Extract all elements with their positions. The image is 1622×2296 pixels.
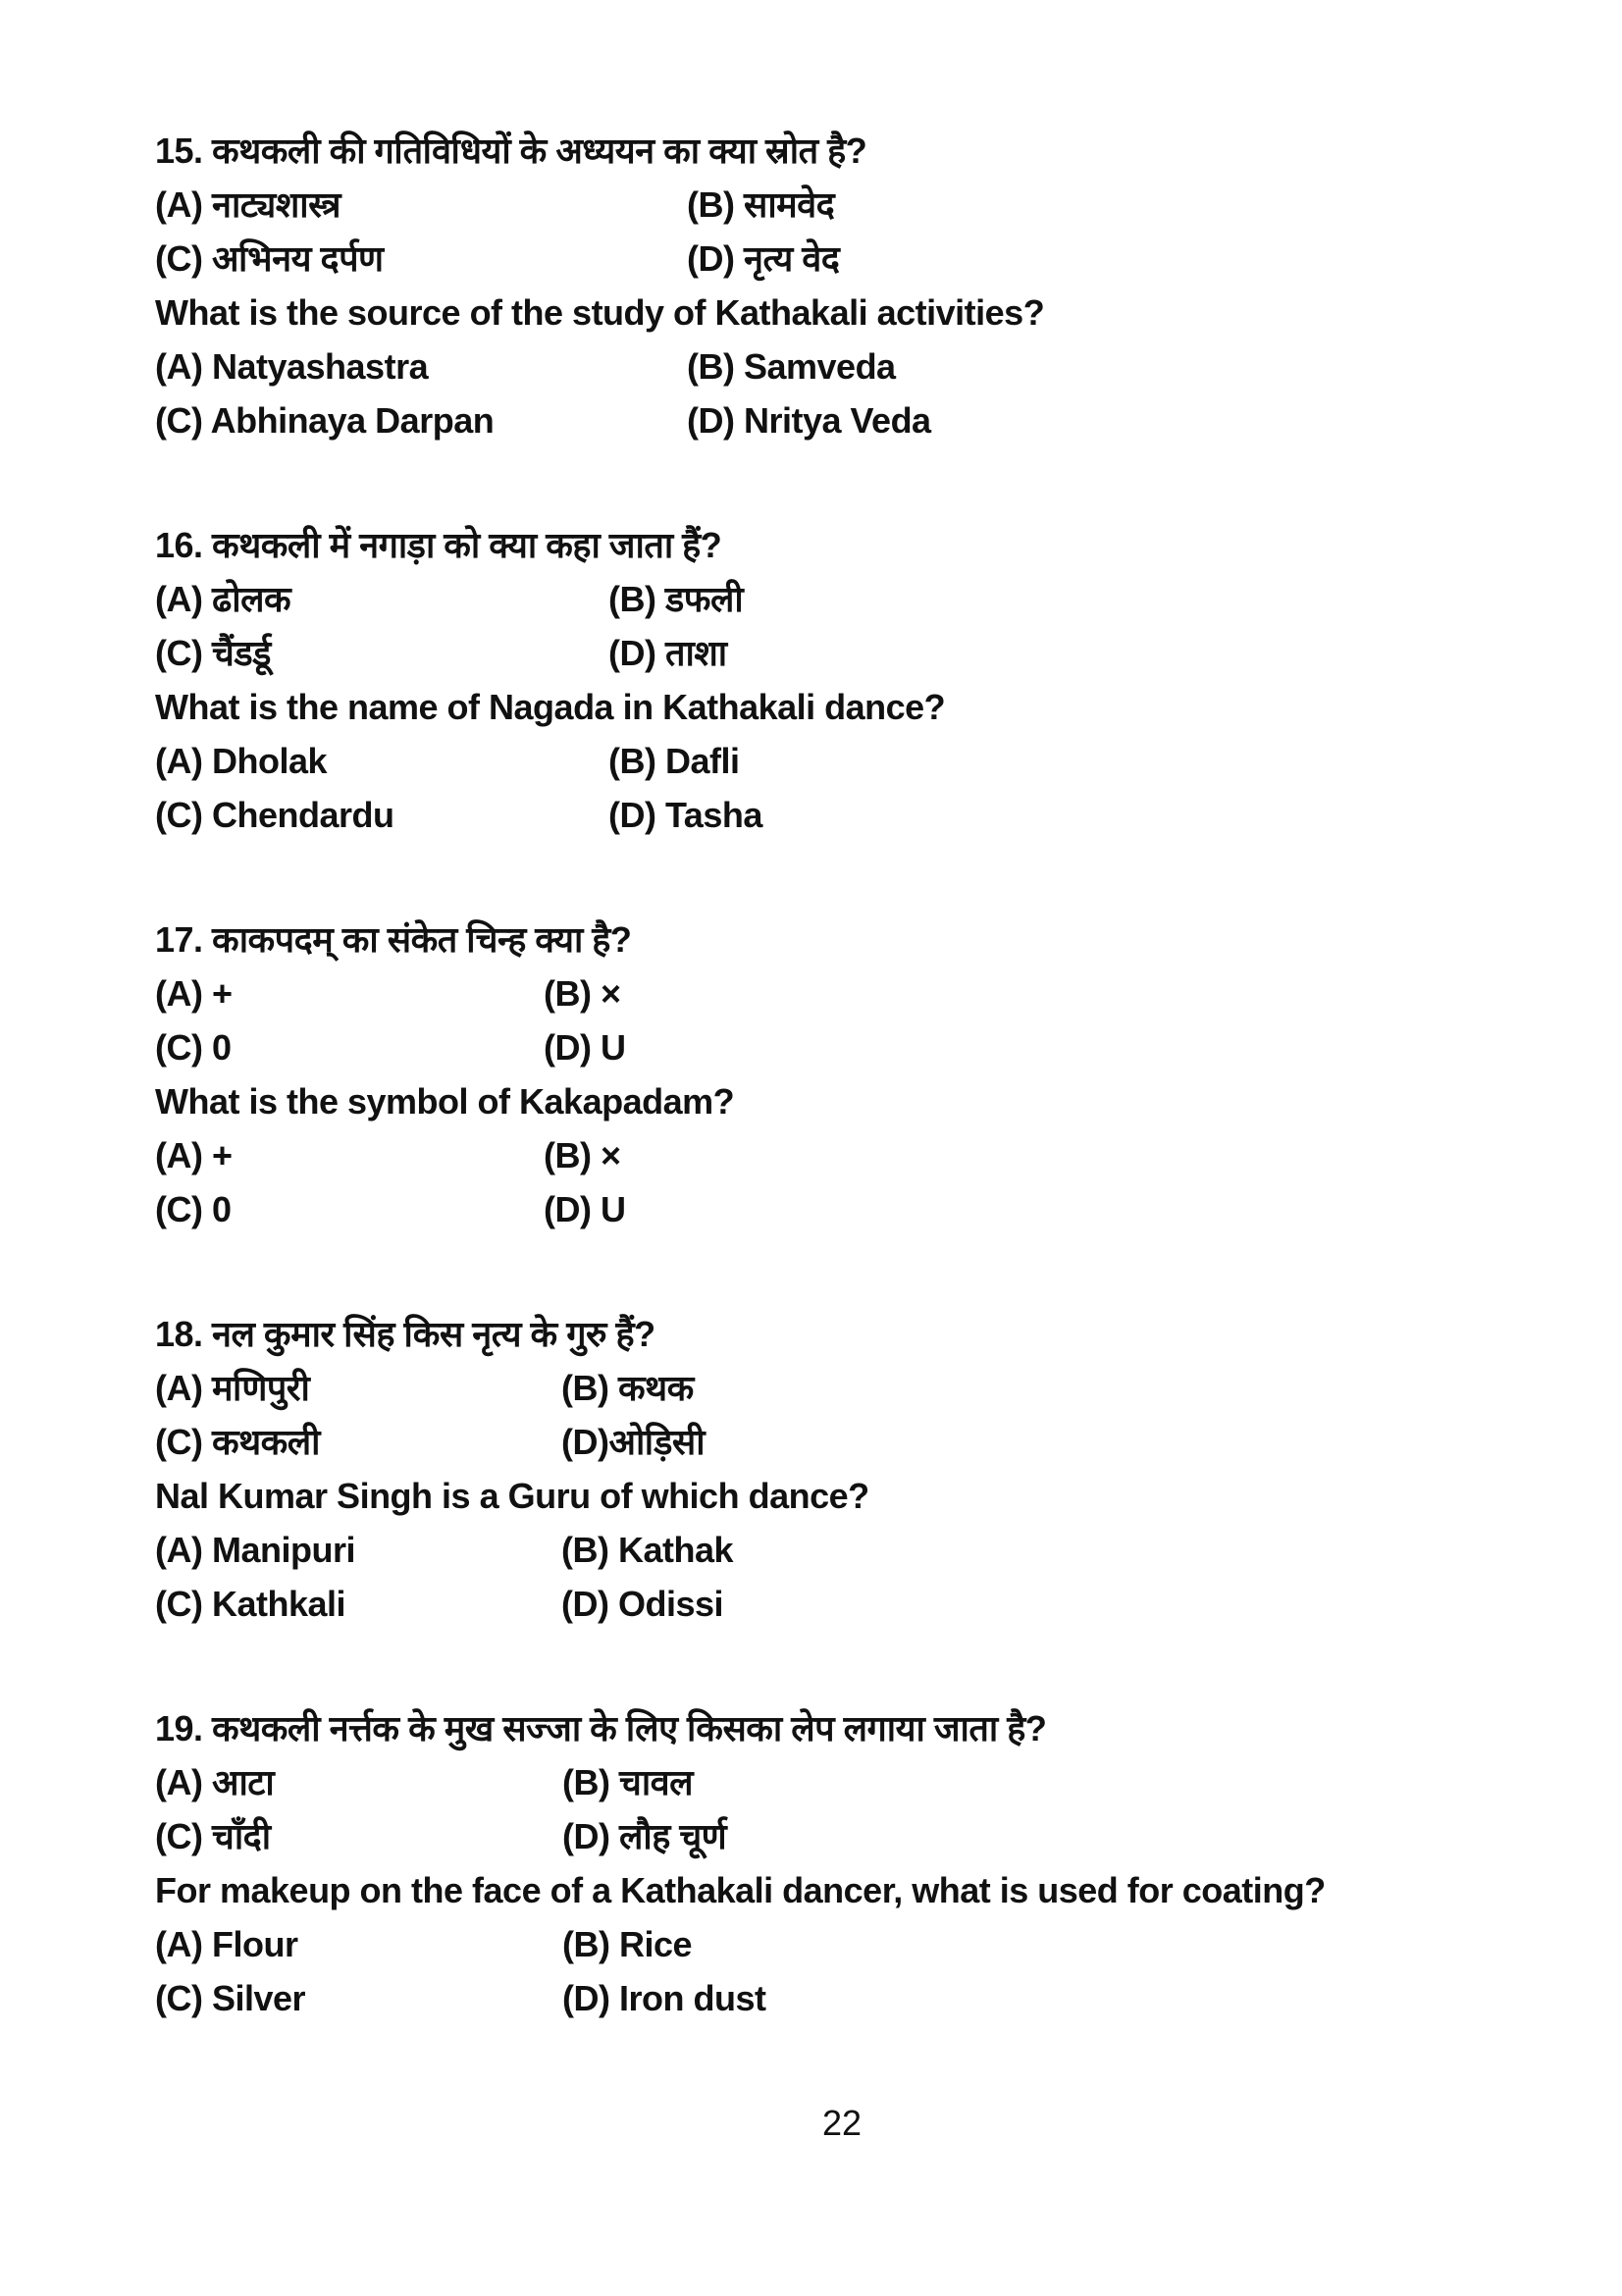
question-19-english-options-row-1 xyxy=(155,1917,1529,1971)
option-a-english: (A) Natyashastra xyxy=(155,346,429,387)
question-16-hindi-options-row-1 xyxy=(155,572,1529,626)
question-19-english-options-row-2 xyxy=(155,1971,1529,2025)
question-17-hindi-text: 17. काकपदम् का संकेत चिन्ह क्या है? xyxy=(155,919,632,960)
option-a-hindi: (A) नाट्यशास्त्र xyxy=(155,184,341,225)
question-17-english-text: What is the symbol of Kakapadam? xyxy=(155,1081,735,1122)
option-d-hindi: (D) ताशा xyxy=(608,633,727,673)
option-d-english: (D) Tasha xyxy=(608,795,762,835)
question-19-hindi-options-row-1 xyxy=(155,1755,1529,1809)
question-16-english-text: What is the name of Nagada in Kathakali dance? xyxy=(155,687,946,727)
question-17-english-options-row-1 xyxy=(155,1128,1529,1182)
question-16-english-options-row-1 xyxy=(155,734,1529,788)
option-a-english: (A) + xyxy=(155,1135,233,1175)
question-19-english-text: For makeup on the face of a Kathakali dancer, what is used for coating? xyxy=(155,1870,1326,1910)
question-15-hindi-options-row-1 xyxy=(155,178,1529,232)
option-b-hindi: (B) चावल xyxy=(562,1762,694,1802)
option-b-hindi: (B) × xyxy=(544,973,621,1014)
question-block-17 xyxy=(155,913,1529,1236)
option-b-english: (B) × xyxy=(544,1135,621,1175)
question-15-hindi-options-row-2 xyxy=(155,232,1529,286)
question-16-english-options-row-2 xyxy=(155,788,1529,842)
option-c-english: (C) 0 xyxy=(155,1189,232,1229)
page-number: 22 xyxy=(821,2103,863,2143)
option-d-english: (D) U xyxy=(544,1189,626,1229)
option-a-hindi: (A) आटा xyxy=(155,1762,275,1802)
option-a-hindi: (A) ढोलक xyxy=(155,579,291,619)
option-d-hindi: (D) U xyxy=(544,1027,626,1068)
question-18-english-options-row-2 xyxy=(155,1577,1529,1631)
question-18-hindi-options-row-2 xyxy=(155,1415,1529,1469)
option-b-english: (B) Kathak xyxy=(561,1530,734,1570)
option-d-english: (D) Iron dust xyxy=(562,1978,766,2018)
option-c-english: (C) Kathkali xyxy=(155,1584,346,1624)
question-16-hindi-text: 16. कथकली में नगाड़ा को क्या कहा जाता हैं? xyxy=(155,525,722,565)
question-15-english-text: What is the source of the study of Kathakali activities? xyxy=(155,292,1045,333)
question-19-hindi-text: 19. कथकली नर्त्तक के मुख सज्जा के लिए किसका लेप लगाया जाता है? xyxy=(155,1708,1047,1748)
option-b-hindi: (B) डफली xyxy=(608,579,744,619)
option-c-english: (C) Abhinaya Darpan xyxy=(155,400,495,441)
option-c-hindi: (C) चैंडर्डू xyxy=(155,633,271,673)
question-block-19 xyxy=(155,1701,1529,2025)
question-block-18 xyxy=(155,1307,1529,1631)
question-16-hindi-options-row-2 xyxy=(155,626,1529,680)
option-d-english: (D) Nritya Veda xyxy=(687,400,931,441)
option-c-hindi: (C) चाँदी xyxy=(155,1816,271,1856)
question-18-english-options-row-1 xyxy=(155,1523,1529,1577)
question-block-16 xyxy=(155,518,1529,842)
question-block-15 xyxy=(155,124,1529,447)
option-b-english: (B) Dafli xyxy=(608,741,740,781)
option-a-english: (A) Manipuri xyxy=(155,1530,355,1570)
question-18-hindi-text: 18. नल कुमार सिंह किस नृत्य के गुरु हैं? xyxy=(155,1314,655,1354)
option-d-hindi: (D)ओड़िसी xyxy=(561,1422,706,1462)
option-b-hindi: (B) सामवेद xyxy=(687,184,835,225)
option-c-english: (C) Silver xyxy=(155,1978,306,2018)
question-17-hindi-options-row-2 xyxy=(155,1020,1529,1074)
question-17-english-options-row-2 xyxy=(155,1182,1529,1236)
option-c-hindi: (C) कथकली xyxy=(155,1422,321,1462)
question-19-hindi-options-row-2 xyxy=(155,1809,1529,1863)
option-a-hindi: (A) + xyxy=(155,973,233,1014)
option-d-hindi: (D) नृत्य वेद xyxy=(687,238,840,279)
question-15-hindi-text: 15. कथकली की गतिविधियों के अध्ययन का क्या स्रोत है? xyxy=(155,130,867,171)
option-d-hindi: (D) लौह चूर्ण xyxy=(562,1816,727,1856)
option-c-hindi: (C) अभिनय दर्पण xyxy=(155,238,384,279)
option-b-english: (B) Rice xyxy=(562,1924,693,1964)
question-15-english-options-row-2 xyxy=(155,393,1529,447)
option-a-english: (A) Flour xyxy=(155,1924,298,1964)
option-c-hindi: (C) 0 xyxy=(155,1027,232,1068)
option-a-english: (A) Dholak xyxy=(155,741,327,781)
question-17-hindi-options-row-1 xyxy=(155,966,1529,1020)
question-15-english-options-row-1 xyxy=(155,339,1529,393)
option-c-english: (C) Chendardu xyxy=(155,795,394,835)
option-b-english: (B) Samveda xyxy=(687,346,896,387)
option-d-english: (D) Odissi xyxy=(561,1584,724,1624)
question-18-english-text: Nal Kumar Singh is a Guru of which dance? xyxy=(155,1476,869,1516)
option-a-hindi: (A) मणिपुरी xyxy=(155,1368,310,1408)
question-18-hindi-options-row-1 xyxy=(155,1361,1529,1415)
option-b-hindi: (B) कथक xyxy=(561,1368,694,1408)
